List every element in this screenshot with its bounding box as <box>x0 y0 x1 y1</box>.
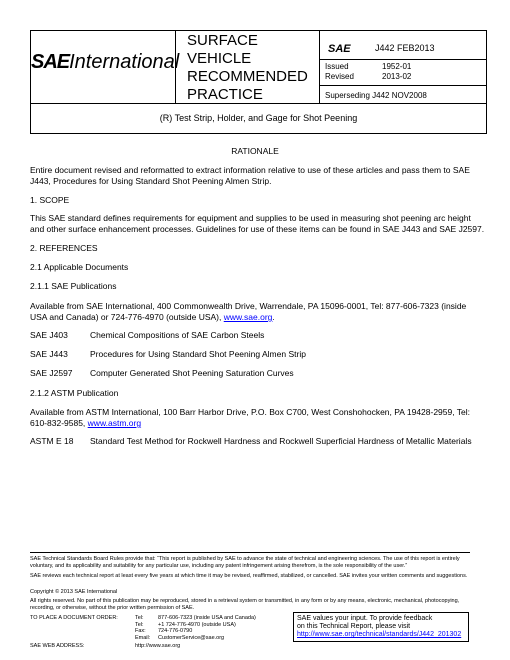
sae-small-logo: SAE <box>328 43 351 55</box>
issued-value: 1952-01 <box>382 62 412 71</box>
doc-type-line: VEHICLE <box>187 50 252 67</box>
footer-rules: SAE Technical Standards Board Rules provide that: “This report is published by SAE to advance the state of technical and engineering sciences. The use of this report is entirely voluntary, and its applicability and suitability for any particular use, including any patent infringement arising therefrom, is the sole responsibility of the user.” <box>30 556 460 569</box>
order-value: CustomerService@sae.org <box>158 634 225 641</box>
sae-logo <box>31 51 179 74</box>
web-label: SAE WEB ADDRESS: <box>30 643 85 649</box>
order-key: Tel: <box>135 621 144 628</box>
astm-availability <box>30 407 485 429</box>
header-table <box>30 30 487 104</box>
document-title: (R) Test Strip, Holder, and Gage for Shot Peening <box>30 104 487 134</box>
logo-cell <box>31 31 180 103</box>
sae-link[interactable]: www.sae.org <box>223 312 273 322</box>
feedback-link[interactable]: http://www.sae.org/technical/standards/J442_201302 <box>297 631 462 638</box>
divider <box>320 59 486 60</box>
order-key: Fax: <box>135 628 146 634</box>
ref-code: SAE J2597 <box>30 368 73 378</box>
web-value[interactable]: http://www.sae.org <box>135 643 181 649</box>
issued-label: Issued <box>325 62 349 71</box>
order-label: TO PLACE A DOCUMENT ORDER: <box>30 615 118 621</box>
superseding: Superseding J442 NOV2008 <box>325 91 427 100</box>
doc-number: J442 FEB2013 <box>375 43 435 53</box>
order-value: +1 724-776-4970 (outside USA) <box>158 621 236 628</box>
ref-code: SAE J403 <box>30 330 68 340</box>
order-value: 877-606-7323 (inside USA and Canada) <box>158 615 256 621</box>
doc-type-cell <box>175 31 320 103</box>
footer-review: SAE reviews each technical report at least every five years at which time it may be revised, reaffirmed, stabilized, or cancelled. SAE invites your written comments and suggestions. <box>30 573 468 579</box>
ref-title: Computer Generated Shot Peening Saturation Curves <box>90 368 294 378</box>
revised-value: 2013-02 <box>382 72 412 81</box>
footer-copyright: Copyright © 2013 SAE International <box>30 589 118 595</box>
logo-brand: SAE <box>31 51 70 73</box>
ref-code: SAE J443 <box>30 349 68 359</box>
ref-code: ASTM E 18 <box>30 436 74 446</box>
ref-title: Standard Test Method for Rockwell Hardness and Rockwell Superficial Hardness of Metallic Materials <box>90 436 472 446</box>
footer-rule <box>30 552 470 553</box>
sae-availability: Available from SAE International, 400 Commonwealth Drive, Warrendale, PA 15096-0001, Tel: 877-606-7323 (inside USA and Canada) or 724-776-4970 (outside USA), www.sae.org. <box>30 301 467 322</box>
doc-type-line: PRACTICE <box>187 86 263 103</box>
doc-type <box>187 32 308 104</box>
sae-availability-text: Available from SAE International, 400 Commonwealth Drive, Warrendale, PA 15096-0001, Tel: 877-606-7323 (inside USA and Canada) or 724-776-4970 (outside USA), <box>30 301 467 322</box>
scope-heading: 1. SCOPE <box>30 195 70 205</box>
astm-link[interactable]: www.astm.org <box>87 418 142 428</box>
rationale-heading: RATIONALE <box>231 146 279 156</box>
divider <box>320 85 486 86</box>
applicable-documents-heading: 2.1 Applicable Documents <box>30 262 129 272</box>
doc-info-cell <box>320 31 486 103</box>
ref-title: Procedures for Using Standard Shot Peening Almen Strip <box>90 349 306 359</box>
references-heading: 2. REFERENCES <box>30 243 98 253</box>
footer-rights: All rights reserved. No part of this publication may be reproduced, stored in a retrieval system or transmitted, in any form or by any means, electronic, mechanical, photocopying, recording, or otherwise, without the prior written permission of SAE. <box>30 598 460 611</box>
ref-title: Chemical Compositions of SAE Carbon Steels <box>90 330 265 340</box>
order-key: Email: <box>135 634 151 641</box>
scope-text: This SAE standard defines requirements for equipment and supplies to be used in measuring shot peening arc height and other surface enhancement processes. Guidelines for use of these items can be found in SAE J443 and SAE J2597. <box>30 213 485 234</box>
feedback-line: SAE values your input. To provide feedback <box>297 615 433 622</box>
doc-type-line: RECOMMENDED <box>187 68 308 85</box>
order-value: 724-776-0790 <box>158 628 193 634</box>
doc-type-line: SURFACE <box>187 32 258 49</box>
feedback-line: on this Technical Report, please visit <box>297 623 411 630</box>
revised-label: Revised <box>325 72 354 81</box>
sae-publications-heading: 2.1.1 SAE Publications <box>30 281 117 291</box>
logo-word: International <box>69 51 180 73</box>
astm-publication-heading: 2.1.2 ASTM Publication <box>30 388 119 398</box>
feedback-box <box>293 612 469 642</box>
astm-availability-text: Available from ASTM International, 100 Barr Harbor Drive, P.O. Box C700, West Conshohocken, PA 19428-2959, Tel: 610-832-9585, <box>30 407 471 428</box>
rationale-text: Entire document revised and reformatted to extract information relative to use of these articles and pass them to SAE J443, Procedures for Using Standard Shot Peening Almen Strip. <box>30 165 470 186</box>
order-key: Tel: <box>135 615 144 621</box>
